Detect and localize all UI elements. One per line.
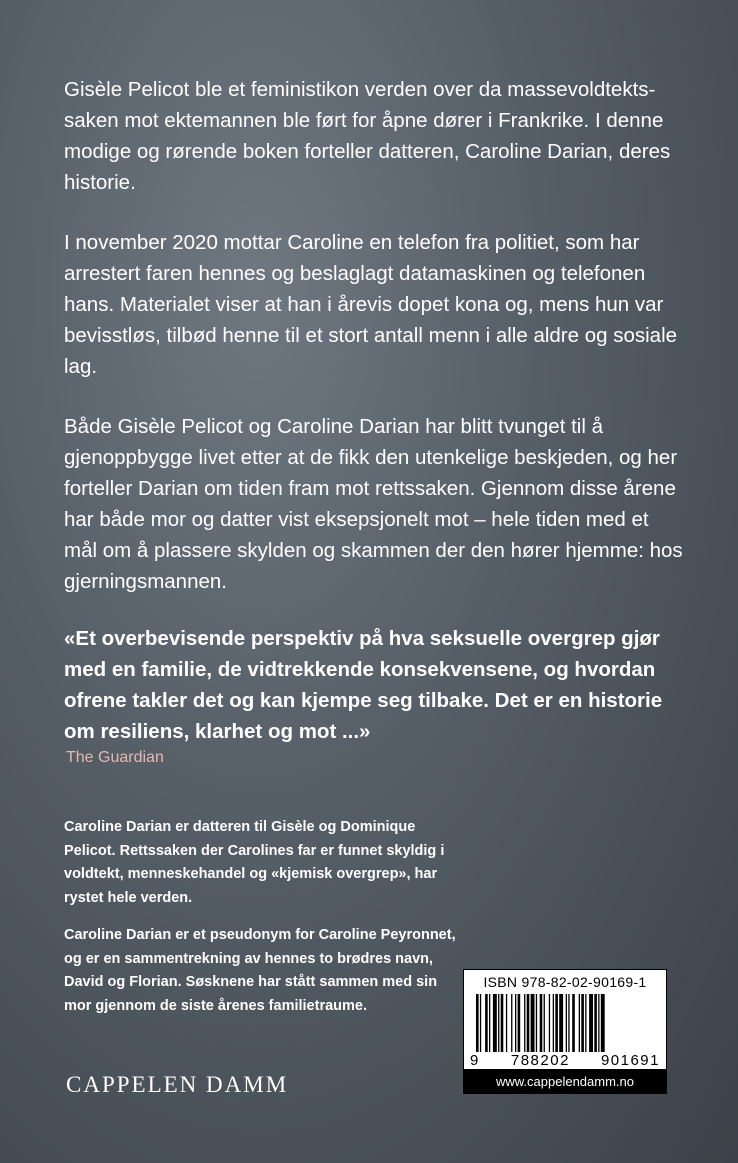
barcode-bar (489, 994, 490, 1052)
isbn-label: ISBN 978-82-02-90169-1 (483, 974, 647, 990)
barcode-bar (566, 994, 567, 1052)
barcode-bar (579, 994, 580, 1052)
barcode-bar (598, 994, 599, 1052)
barcode-bar (518, 994, 521, 1052)
barcode-bar (601, 994, 605, 1052)
barcode-bar (501, 994, 504, 1052)
barcode-bar (524, 994, 525, 1052)
barcode-bar (594, 994, 597, 1052)
author-bio-2: Caroline Darian er et pseudonym for Caroline Peyronnet, og er en sammentrekning av hennes to brødres navn, David og Florian. Søsknene har stått sammen med sin mor gjennom de siste årenes familietraume. (64, 927, 456, 1014)
barcode-bar (485, 994, 488, 1052)
barcode-bar (493, 994, 497, 1052)
description-paragraph-3: Både Gisèle Pelicot og Caroline Darian har blitt tvunget til å gjenoppbygge livet etter at de fikk den utenkelige beskjeden, og her forteller Darian om tiden fram mot rettssaken. Gjennom disse årene har både mor og datter vist eksepsjonelt mot – hele tiden med et mål om å plassere skylden og skammen der den hører hjemme: hos gjerningsmannen. (64, 415, 683, 593)
barcode-digits (470, 1052, 660, 1069)
barcode-bar (553, 994, 554, 1052)
quote-source: The Guardian (66, 749, 164, 766)
barcode-bar (568, 994, 569, 1052)
barcode-bar (527, 994, 530, 1052)
barcode-bar (536, 994, 537, 1052)
publisher-logo: CAPPELEN DAMM (66, 1072, 289, 1097)
author-bio-1: Caroline Darian er datteren til Gisèle og Dominique Pelicot. Rettssaken der Carolines far er funnet skyldig i voldtekt, menneskehandel og «kjemisk overgrep», har rystet hele verden. (64, 819, 445, 906)
barcode-bar (540, 994, 543, 1052)
barcode-bar (549, 994, 550, 1052)
barcode-bars (474, 994, 658, 1052)
barcode-bar (585, 994, 586, 1052)
review-quote: «Et overbevisende perspektiv på hva seksuelle overgrep gjør med en familie, de vidtrekkende konsekvensene, og hvordan ofrene takler det og kan kjempe seg tilbake. Det er en historie om resiliens, klarhet og mot ...» (64, 627, 663, 743)
barcode-bar (572, 994, 575, 1052)
barcode-digit-group: 788202 (510, 1052, 570, 1069)
barcode-bar (476, 994, 479, 1052)
barcode-bar (559, 994, 563, 1052)
barcode-bar (480, 994, 481, 1052)
publisher-url: www.cappelendamm.no (464, 1069, 666, 1093)
barcode-bar (544, 994, 545, 1052)
description-paragraph-2: I november 2020 mottar Caroline en telefon fra politiet, som har arrestert faren hennes og beslaglagt datamaskinen og telefonen hans. Materialet viser at han i årevis dopet kona og, mens hun var bevisstløs, tilbød henne til et stort antall menn i alle aldre og sosiale lag. (64, 231, 678, 378)
barcode-bar (581, 994, 584, 1052)
barcode-digit-group: 9 (470, 1052, 480, 1069)
barcode-bar (511, 994, 512, 1052)
barcode-bar (498, 994, 499, 1052)
barcode-bar (531, 994, 535, 1052)
barcode-bar (555, 994, 558, 1052)
barcode-digit-group: 901691 (600, 1052, 660, 1069)
barcode-bar (589, 994, 593, 1052)
barcode-bar (515, 994, 516, 1052)
isbn-barcode (463, 969, 667, 1094)
barcode-bar (506, 994, 507, 1052)
description-paragraph-1: Gisèle Pelicot ble et feministikon verden over da massevoldtekts-saken mot ektemannen ble ført for åpne dører i Frankrike. I denne modige og rørende boken forteller datteren, Caroline Darian, deres historie. (64, 78, 671, 194)
